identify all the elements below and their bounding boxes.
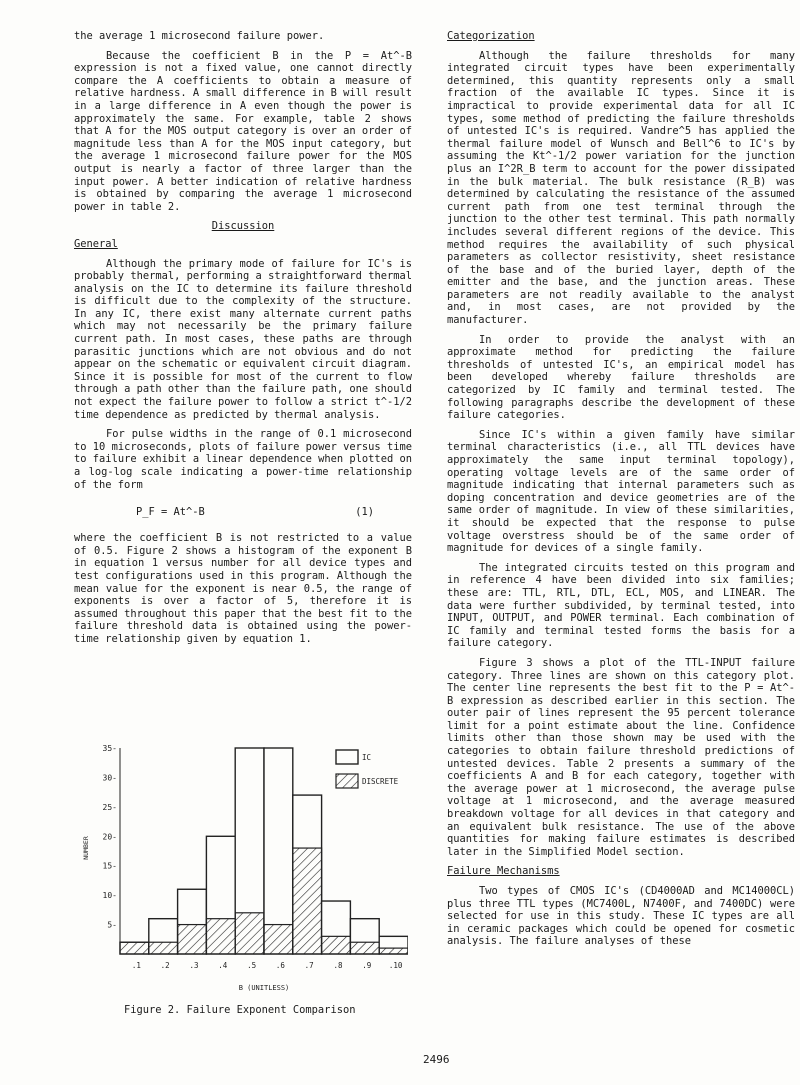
bar-discrete <box>235 913 264 954</box>
legend-discrete-label: DISCRETE <box>362 777 399 786</box>
discussion-heading: Discussion <box>211 220 275 233</box>
histogram-chart <box>78 738 408 998</box>
x-axis-label: B (UNITLESS) <box>238 984 290 992</box>
page-number: 2496 <box>423 1053 450 1066</box>
legend-discrete-swatch <box>336 774 358 788</box>
bar-discrete <box>350 942 379 954</box>
bar-discrete <box>322 936 351 954</box>
x-tick-label: .5 <box>247 961 257 970</box>
legend-ic-label: IC <box>362 753 372 762</box>
bar-discrete <box>178 925 207 954</box>
y-tick-label: 15- <box>102 861 117 871</box>
equation-expression: P_F = At^-B <box>136 506 205 519</box>
y-tick-label: 35- <box>102 744 117 753</box>
x-tick-label: .1 <box>131 961 141 970</box>
x-tick-label: .6 <box>275 961 285 970</box>
bar-discrete <box>293 848 322 954</box>
x-tick-label: .4 <box>218 961 228 970</box>
opening-line: the average 1 microsecond failure power. <box>74 30 325 42</box>
bar-ic <box>264 748 293 954</box>
paragraph-six-families: The integrated circuits tested on this program and in reference 4 have been divided into six families; these are: TTL, RTL, DTL, ECL, MOS, and LINEAR. The data were further subdivided, by terminal tested, into INPUT, OUTPUT, and POWER terminal. Each combination of IC family and terminal tested forms the basis for a failure category. <box>447 561 795 650</box>
general-heading: General <box>74 237 118 250</box>
paragraph-categorization: Although the failure thresholds for many integrated circuit types have been experimentally determined, this quantity represents only a small fraction of the available IC types. Since it is impractical to provide experimental data for all IC types, some method of predicting the failure thresholds of untested IC's is required. Vandre^5 has applied the thermal failure model of Wunsch and Bell^6 to IC's by assuming the Kt^-1/2 power variation for the junction plus an I^2R_B term to account for the power dissipated in the bulk material. The bulk resistance (R_B) was determined by calculating the resistance of the assumed current path from one test terminal through the junction to the other test terminal. This path normally includes several different regions of the device. This method requires the availability of such physical parameters as collector resistivity, sheet resistance of the base and of the buried layer, depth of the emitter and the base, and the junction areas. These parameters are not readily available to the analyst and, in most cases, are not provided by the manufacturer. <box>447 49 795 327</box>
y-axis-label: NUMBER <box>82 836 90 860</box>
categorization-heading: Categorization <box>447 30 535 42</box>
x-tick-label: .8 <box>333 961 343 970</box>
paragraph-figure3: Figure 3 shows a plot of the TTL-INPUT failure category. Three lines are shown on this category plot. The center line represents the best fit to the P = At^-B expression as described earlier in this section. The outer pair of lines represent the 95 percent tolerance limit for a point estimate about the line. Confidence limits other than those shown may be used with the categories to obtain failure threshold predictions of untested devices. Table 2 presents a summary of the coefficients A and B for each category, together with the average power at 1 microsecond, the average pulse voltage at 1 microsecond, and the average measured breakdown voltage for all devices in that category and an equivalent bulk resistance. The use of the above quantities for making failure estimates is described later in the Simplified Model section. <box>447 656 795 858</box>
y-tick-label: 25- <box>102 802 117 812</box>
paragraph-exponent: where the coefficient B is not restricted to a value of 0.5. Figure 2 shows a histogram of the exponent B in equation 1 versus number for all device types and test configurations used in this program. Although the mean value for the exponent is near 0.5, the range of exponents is over a factor of 5, therefore it is assumed throughout this paper that the best fit to the failure threshold data is obtained using the power-time relationship given by equation 1. <box>74 532 412 645</box>
x-tick-label: .10 <box>388 961 403 970</box>
legend-ic-swatch <box>336 750 358 764</box>
x-tick-label: .2 <box>160 961 170 970</box>
y-tick-label: 30- <box>102 773 117 783</box>
paragraph-failure: Two types of CMOS IC's (CD4000AD and MC14000CL) plus three TTL types (MC7400L, N7400F, and 7400DC) were selected for use in this study. These IC types are all in ceramic packages which could be opened for cosmetic analysis. The failure analyses of these <box>447 885 795 948</box>
bar-discrete <box>206 919 235 954</box>
equation-1 <box>74 498 412 524</box>
x-tick-label: .7 <box>304 961 314 970</box>
bar-discrete <box>120 942 149 954</box>
paragraph-general: Although the primary mode of failure for IC's is probably thermal, performing a straightforward thermal analysis on the IC to determine its failure threshold is difficult due to the complexity of the structure. In any IC, there exist many alternate current paths which may not necessarily be the primary failure current path. In most cases, these paths are through parasitic junctions which are not obvious and do not appear on the schematic or equivalent circuit diagram. Since it is possible for most of the current to flow through a path other than the failure path, one should not expect the failure power to follow a strict t^-1/2 time dependence as predicted by thermal analysis. <box>74 257 412 421</box>
paragraph-pulse: For pulse widths in the range of 0.1 microsecond to 10 microseconds, plots of failure power versus time to failure exhibit a linear dependence when plotted on a log-log scale indicating a power-time relationship of the form <box>74 428 412 491</box>
paragraph-coefficient: Because the coefficient B in the P = At^-B expression is not a fixed value, one cannot directly compare the A coefficients to obtain a measure of relative hardness. A small difference in B will result in a large difference in A even though the power is approximately the same. For example, table 2 shows that A for the MOS output category is over an order of magnitude less than A for the MOS input category, but the average 1 microsecond failure power for the MOS output is nearly a factor of three larger than the input power. A better indication of relative hardness is obtained by comparing the average 1 microsecond power in table 2. <box>74 49 412 213</box>
bar-discrete <box>149 942 178 954</box>
equation-number: (1) <box>355 506 374 519</box>
figure-caption: Figure 2. Failure Exponent Comparison <box>124 1004 356 1016</box>
paragraph-family: Since IC's within a given family have similar terminal characteristics (i.e., all TTL devices have approximately the same input terminal topology), operating voltage levels are of the same order of magnitude indicating that internal parameters such as doping concentration and device geometries are of the same order of magnitude. In view of these similarities, it should be expected that the response to pulse voltage overstress should be of the same order of magnitude for devices of a single family. <box>447 428 795 555</box>
y-tick-label: 5- <box>107 920 117 930</box>
x-tick-label: .9 <box>362 961 372 970</box>
left-column <box>74 30 412 653</box>
y-tick-label: 20- <box>102 832 117 842</box>
right-column <box>447 30 795 955</box>
bar-discrete <box>379 948 408 954</box>
y-tick-label: 10- <box>102 891 117 901</box>
failure-mechanisms-heading: Failure Mechanisms <box>447 865 560 878</box>
paragraph-empirical: In order to provide the analyst with an approximate method for predicting the failure thresholds of untested IC's, an empirical model has been developed whereby failure thresholds are categorized by IC family and terminal tested. The following paragraphs describe the development of these failure categories. <box>447 333 795 422</box>
figure-2 <box>78 738 408 1028</box>
bar-discrete <box>264 925 293 954</box>
x-tick-label: .3 <box>189 961 199 970</box>
